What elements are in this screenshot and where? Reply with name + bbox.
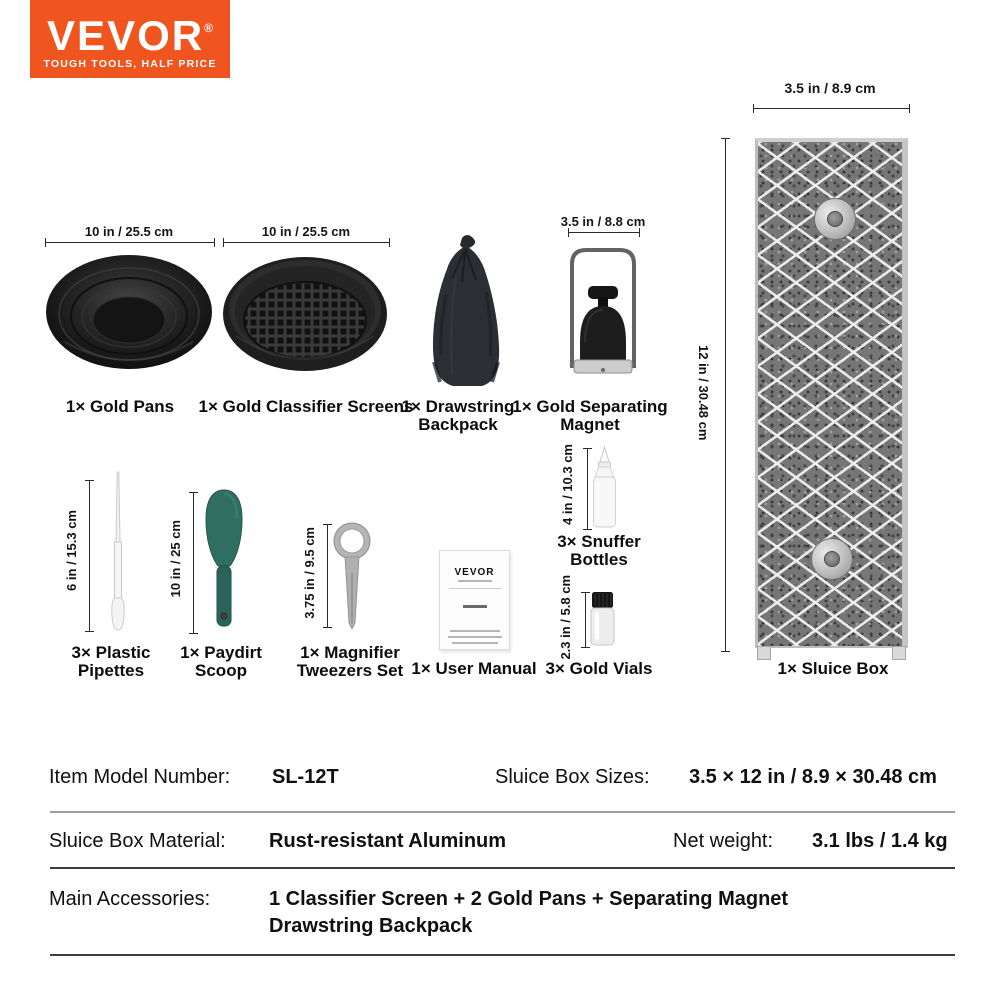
- backpack-caption-line1: 1× Drawstring: [401, 397, 515, 416]
- brand-tagline: TOUGH TOOLS, HALF PRICE: [43, 58, 217, 70]
- spec-label-net-weight: Net weight:: [673, 830, 774, 852]
- sluice-height-dimension-text: 12 in / 30.48 cm: [696, 345, 711, 441]
- dimension-line: [721, 138, 730, 652]
- vevor-logo: [30, 0, 230, 78]
- spec-label-accessories: Main Accessories:: [49, 888, 211, 910]
- spec-divider: [50, 867, 955, 869]
- spec-value-model: SL-12T: [272, 766, 339, 788]
- magnet-caption-line1: 1× Gold Separating: [512, 397, 668, 416]
- magnet-image: [565, 242, 641, 387]
- tweezers-image: [330, 521, 374, 638]
- sluice-box-image: [755, 138, 908, 648]
- sluice-disc-bottom: [811, 538, 853, 580]
- tweezers-dimension-text: 3.75 in / 9.5 cm: [302, 527, 317, 619]
- vial-dimension-text: 2.3 in / 5.8 cm: [558, 575, 573, 660]
- manual-caption: 1× User Manual: [411, 659, 537, 678]
- dimension-line: [753, 104, 910, 113]
- brand-name: [47, 8, 213, 59]
- manual-text-bar: [452, 642, 498, 644]
- backpack-caption: [402, 398, 515, 434]
- spec-value-material: Rust-resistant Aluminum: [269, 830, 507, 852]
- brand-wordmark: VEVOR: [47, 12, 205, 59]
- snuffer-caption: [557, 533, 641, 569]
- registered-mark: ®: [204, 21, 213, 35]
- magnet-caption: [512, 398, 667, 434]
- pipettes-caption-line1: 3× Plastic: [71, 643, 151, 662]
- spec-value-sluice-sizes: 3.5 × 12 in / 8.9 × 30.48 cm: [689, 766, 937, 788]
- sluice-foot-right: [892, 646, 906, 660]
- manual-brand-text: VEVOR: [454, 567, 495, 578]
- dimension-line: [189, 492, 198, 634]
- snuffer-bottle-image: [591, 446, 618, 535]
- scoop-image: [201, 488, 247, 639]
- magnet-caption-line2: Magnet: [560, 415, 620, 434]
- magnet-dimension-text: 3.5 in / 8.8 cm: [560, 214, 646, 229]
- dimension-line: [85, 480, 94, 632]
- gold-pan-caption: 1× Gold Pans: [65, 397, 175, 416]
- tweezers-caption-line2: Tweezers Set: [296, 661, 404, 680]
- spec-label-model: Item Model Number:: [49, 766, 231, 788]
- spec-divider: [50, 954, 955, 956]
- sluice-disc-top: [814, 198, 856, 240]
- wing-nut: [824, 551, 840, 567]
- tweezers-caption-line1: 1× Magnifier: [300, 643, 400, 662]
- manual-tagline-bar: [458, 580, 492, 582]
- manual-rule: [449, 588, 501, 589]
- tweezers-caption: [297, 644, 403, 680]
- spec-divider: [50, 811, 955, 813]
- pipette-dimension-text: 6 in / 15.3 cm: [64, 510, 79, 591]
- classifier-screen-image: [222, 246, 389, 391]
- snuffer-caption-line1: 3× Snuffer: [557, 532, 641, 551]
- spec-value-net-weight: 3.1 lbs / 1.4 kg: [812, 830, 948, 852]
- scoop-caption: [180, 644, 262, 680]
- manual-text-bar: [450, 630, 500, 632]
- gold-vial-image: [587, 591, 618, 652]
- backpack-caption-line2: Backpack: [418, 415, 498, 434]
- backpack-image: [426, 234, 506, 395]
- pipettes-caption: [72, 644, 151, 680]
- user-manual-image: [439, 550, 510, 650]
- spec-label-sluice-sizes: Sluice Box Sizes:: [495, 766, 650, 788]
- spec-value-accessories-line2: Drawstring Backpack: [269, 915, 473, 937]
- scoop-caption-line1: 1× Paydirt: [180, 643, 262, 662]
- classifier-caption: 1× Gold Classifier Screens: [198, 397, 414, 416]
- wing-nut: [827, 211, 843, 227]
- pipettes-caption-line2: Pipettes: [77, 661, 145, 680]
- vials-caption: 3× Gold Vials: [545, 659, 653, 678]
- snuffer-dimension-text: 4 in / 10.3 cm: [560, 444, 575, 525]
- sluice-width-dimension-text: 3.5 in / 8.9 cm: [784, 80, 876, 96]
- scoop-caption-line2: Scoop: [195, 661, 247, 680]
- spec-label-material: Sluice Box Material:: [49, 830, 226, 852]
- sluice-caption: 1× Sluice Box: [777, 659, 889, 678]
- manual-text-bar: [448, 636, 502, 638]
- classifier-dimension-text: 10 in / 25.5 cm: [261, 224, 351, 239]
- manual-title-bar: [463, 605, 487, 608]
- scoop-dimension-text: 10 in / 25 cm: [168, 520, 183, 598]
- sluice-foot-left: [757, 646, 771, 660]
- spec-value-accessories-line1: 1 Classifier Screen + 2 Gold Pans + Separating Magnet: [269, 888, 789, 910]
- gold-pan-image: [45, 246, 213, 387]
- snuffer-caption-line2: Bottles: [570, 550, 628, 569]
- gold-pan-dimension-text: 10 in / 25.5 cm: [84, 224, 174, 239]
- dimension-line: [568, 228, 640, 237]
- pipette-image: [108, 470, 128, 639]
